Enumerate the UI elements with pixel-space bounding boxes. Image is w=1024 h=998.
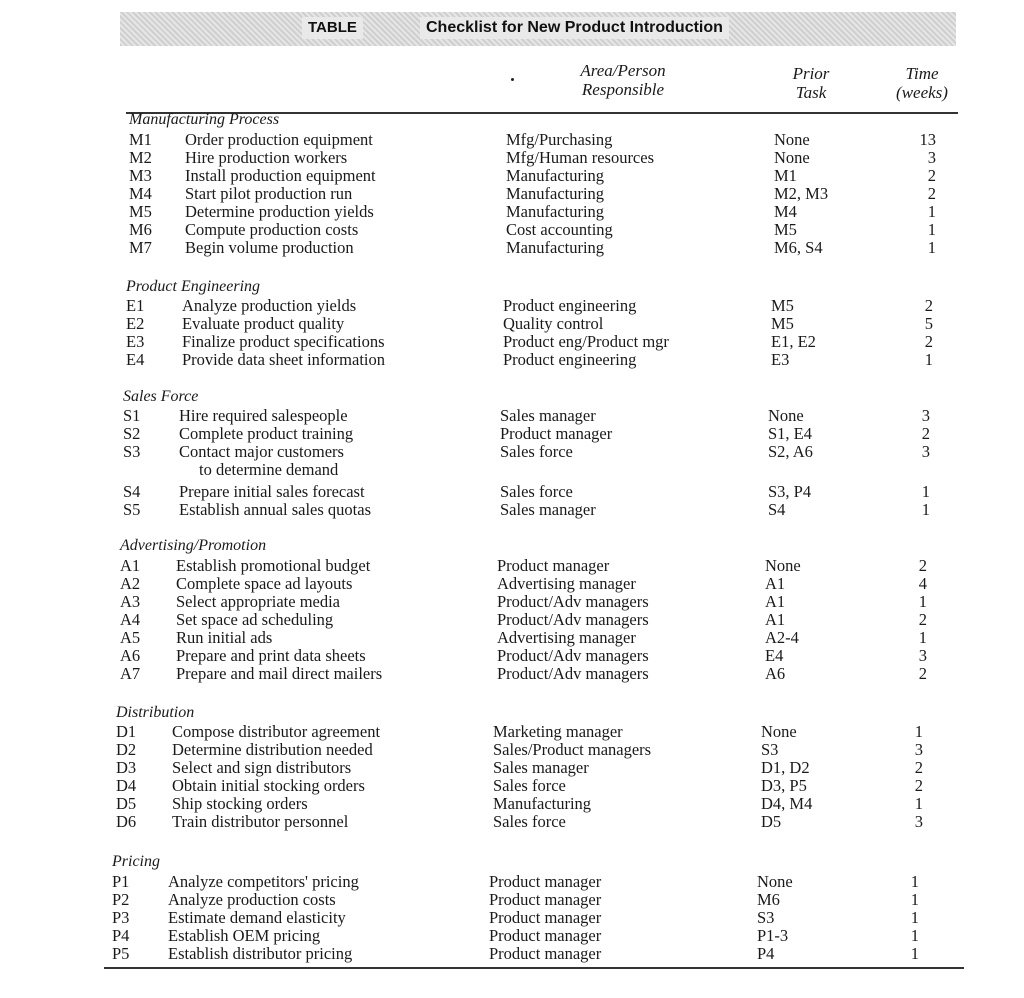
table-row xyxy=(116,777,956,795)
table-title: Checklist for New Product Introduction xyxy=(420,17,729,39)
prior-task: M5 xyxy=(771,314,794,333)
task-code: E1 xyxy=(126,296,145,315)
time-weeks: 3 xyxy=(921,442,930,461)
prior-task: S3 xyxy=(761,740,779,759)
task-description: Estimate demand elasticity xyxy=(168,908,346,927)
time-weeks: 3 xyxy=(921,406,930,425)
time-weeks: 1 xyxy=(910,926,919,945)
prior-task: S4 xyxy=(768,500,786,519)
time-weeks: 2 xyxy=(924,332,933,351)
time-weeks: 2 xyxy=(914,758,923,777)
area-responsible: Advertising manager xyxy=(497,574,636,593)
prior-task: E1, E2 xyxy=(771,332,816,351)
prior-task: A6 xyxy=(765,664,786,683)
area-responsible: Sales manager xyxy=(500,406,596,425)
prior-task: M4 xyxy=(774,202,797,221)
task-code: M3 xyxy=(129,166,152,185)
task-code: A7 xyxy=(120,664,141,683)
prior-task: M2, M3 xyxy=(774,184,829,203)
task-code: A1 xyxy=(120,556,141,575)
prior-task: None xyxy=(757,872,793,891)
area-responsible: Cost accounting xyxy=(506,220,613,239)
column-header-area: Area/Person Responsible xyxy=(580,61,666,99)
table-row xyxy=(112,873,952,891)
table-row xyxy=(120,665,960,683)
prior-task: P4 xyxy=(757,944,775,963)
task-code: A2 xyxy=(120,574,141,593)
area-responsible: Sales manager xyxy=(493,758,589,777)
area-responsible: Product engineering xyxy=(503,350,637,369)
task-description: Set space ad scheduling xyxy=(176,610,334,629)
area-responsible: Sales force xyxy=(493,776,566,795)
area-responsible: Product engineering xyxy=(503,296,637,315)
table-row xyxy=(120,611,960,629)
task-description: Analyze competitors' pricing xyxy=(168,872,359,891)
area-responsible: Product manager xyxy=(500,424,613,443)
task-description: Analyze production yields xyxy=(182,296,357,315)
time-weeks: 1 xyxy=(927,238,936,257)
time-weeks: 1 xyxy=(910,872,919,891)
task-description: Install production equipment xyxy=(185,166,376,185)
prior-task: A1 xyxy=(765,610,786,629)
task-code: M6 xyxy=(129,220,152,239)
time-weeks: 2 xyxy=(927,166,936,185)
task-description: Determine distribution needed xyxy=(172,740,373,759)
time-weeks: 4 xyxy=(918,574,927,593)
area-responsible: Product/Adv managers xyxy=(497,646,649,665)
table-row xyxy=(126,297,966,315)
table-row xyxy=(123,483,963,501)
time-weeks: 1 xyxy=(921,500,930,519)
task-code: S3 xyxy=(123,442,141,461)
area-responsible: Sales manager xyxy=(500,500,596,519)
table-row xyxy=(112,891,952,909)
task-description: Start pilot production run xyxy=(185,184,353,203)
task-code: P1 xyxy=(112,872,130,891)
table-row xyxy=(116,795,956,813)
area-responsible: Sales force xyxy=(500,442,573,461)
time-weeks: 13 xyxy=(919,130,936,149)
table-row xyxy=(112,927,952,945)
time-weeks: 1 xyxy=(924,350,933,369)
table-row xyxy=(120,647,960,665)
table-row xyxy=(129,131,969,149)
time-weeks: 1 xyxy=(918,628,927,647)
prior-task: M1 xyxy=(774,166,797,185)
area-responsible: Product manager xyxy=(489,872,602,891)
table-label: TABLE xyxy=(302,17,363,39)
time-weeks: 2 xyxy=(918,556,927,575)
prior-task: S3, P4 xyxy=(768,482,812,501)
prior-task: D3, P5 xyxy=(761,776,807,795)
section-title: Pricing xyxy=(112,853,160,870)
time-weeks: 3 xyxy=(918,646,927,665)
table-row xyxy=(116,813,956,831)
task-code: D1 xyxy=(116,722,137,741)
section-title: Manufacturing Process xyxy=(129,111,280,128)
task-code: S4 xyxy=(123,482,141,501)
prior-task: M6, S4 xyxy=(774,238,823,257)
time-weeks: 2 xyxy=(914,776,923,795)
task-description: Select appropriate media xyxy=(176,592,341,611)
time-weeks: 1 xyxy=(921,482,930,501)
task-description: Ship stocking orders xyxy=(172,794,308,813)
task-description: Prepare and print data sheets xyxy=(176,646,366,665)
task-code: D6 xyxy=(116,812,137,831)
prior-task: P1-3 xyxy=(757,926,789,945)
task-description: Select and sign distributors xyxy=(172,758,352,777)
bottom-rule xyxy=(104,967,964,969)
section-title: Product Engineering xyxy=(126,278,261,295)
area-responsible: Product manager xyxy=(489,908,602,927)
prior-task: None xyxy=(774,148,810,167)
section-title: Sales Force xyxy=(123,388,199,405)
table-row xyxy=(112,909,952,927)
prior-task: S3 xyxy=(757,908,775,927)
task-description: Determine production yields xyxy=(185,202,374,221)
task-description: Prepare and mail direct mailers xyxy=(176,664,383,683)
area-responsible: Mfg/Human resources xyxy=(506,148,655,167)
task-code: P5 xyxy=(112,944,130,963)
time-weeks: 1 xyxy=(914,722,923,741)
prior-task: E3 xyxy=(771,350,790,369)
time-weeks: 2 xyxy=(918,610,927,629)
task-code: A3 xyxy=(120,592,141,611)
table-row xyxy=(123,407,963,425)
task-code: S1 xyxy=(123,406,141,425)
task-code: A5 xyxy=(120,628,141,647)
area-responsible: Product manager xyxy=(489,926,602,945)
area-responsible: Sales/Product managers xyxy=(493,740,652,759)
task-code: A4 xyxy=(120,610,141,629)
table-row xyxy=(120,629,960,647)
time-weeks: 2 xyxy=(918,664,927,683)
area-responsible: Product eng/Product mgr xyxy=(503,332,669,351)
time-weeks: 2 xyxy=(924,296,933,315)
task-description: Hire required salespeople xyxy=(179,406,348,425)
prior-task: None xyxy=(774,130,810,149)
prior-task: D5 xyxy=(761,812,782,831)
area-responsible: Advertising manager xyxy=(497,628,636,647)
area-responsible: Product manager xyxy=(489,944,602,963)
prior-task: M5 xyxy=(771,296,794,315)
time-weeks: 1 xyxy=(910,944,919,963)
area-responsible: Manufacturing xyxy=(506,184,605,203)
time-weeks: 2 xyxy=(921,424,930,443)
task-description: Establish annual sales quotas xyxy=(179,500,372,519)
task-code: P2 xyxy=(112,890,130,909)
prior-task: E4 xyxy=(765,646,784,665)
task-description: Run initial ads xyxy=(176,628,273,647)
task-code: D5 xyxy=(116,794,137,813)
task-code: P4 xyxy=(112,926,130,945)
table-row xyxy=(123,461,963,479)
time-weeks: 1 xyxy=(914,794,923,813)
area-responsible: Manufacturing xyxy=(506,166,605,185)
task-code: M7 xyxy=(129,238,152,257)
task-description: Establish OEM pricing xyxy=(168,926,321,945)
time-weeks: 3 xyxy=(914,740,923,759)
table-row xyxy=(129,185,969,203)
table-row xyxy=(129,221,969,239)
task-description: Prepare initial sales forecast xyxy=(179,482,365,501)
task-description: Contact major customers xyxy=(179,442,344,461)
prior-task: None xyxy=(765,556,801,575)
table-row xyxy=(116,741,956,759)
table-row xyxy=(126,333,966,351)
task-description: Finalize product specifications xyxy=(182,332,385,351)
time-weeks: 1 xyxy=(927,202,936,221)
column-header-time: Time (weeks) xyxy=(896,64,948,102)
task-code: D2 xyxy=(116,740,137,759)
table-row xyxy=(123,425,963,443)
table-row xyxy=(123,443,963,461)
task-description: Compose distributor agreement xyxy=(172,722,381,741)
area-responsible: Product/Adv managers xyxy=(497,610,649,629)
table-row xyxy=(129,203,969,221)
prior-task: None xyxy=(768,406,804,425)
task-code: M4 xyxy=(129,184,152,203)
task-code: P3 xyxy=(112,908,130,927)
prior-task: None xyxy=(761,722,797,741)
time-weeks: 3 xyxy=(927,148,936,167)
task-description: Train distributor personnel xyxy=(172,812,349,831)
table-row xyxy=(129,149,969,167)
stray-mark xyxy=(511,78,514,81)
task-description: Order production equipment xyxy=(185,130,373,149)
area-responsible: Sales force xyxy=(493,812,566,831)
prior-task: A2-4 xyxy=(765,628,799,647)
task-code: E2 xyxy=(126,314,145,333)
time-weeks: 2 xyxy=(927,184,936,203)
area-responsible: Manufacturing xyxy=(506,238,605,257)
task-description: Analyze production costs xyxy=(168,890,336,909)
task-code: E3 xyxy=(126,332,145,351)
task-code: E4 xyxy=(126,350,145,369)
prior-task: S1, E4 xyxy=(768,424,813,443)
table-row xyxy=(129,239,969,257)
area-responsible: Sales force xyxy=(500,482,573,501)
time-weeks: 5 xyxy=(924,314,933,333)
task-description: Evaluate product quality xyxy=(182,314,345,333)
table-row xyxy=(120,593,960,611)
area-responsible: Marketing manager xyxy=(493,722,623,741)
time-weeks: 1 xyxy=(927,220,936,239)
task-description: Establish promotional budget xyxy=(176,556,371,575)
area-responsible: Product/Adv managers xyxy=(497,664,649,683)
time-weeks: 1 xyxy=(910,908,919,927)
prior-task: A1 xyxy=(765,574,786,593)
prior-task: M5 xyxy=(774,220,797,239)
area-responsible: Product manager xyxy=(489,890,602,909)
task-code: S2 xyxy=(123,424,141,443)
area-responsible: Manufacturing xyxy=(506,202,605,221)
table-row xyxy=(120,575,960,593)
task-code: S5 xyxy=(123,500,141,519)
prior-task: D4, M4 xyxy=(761,794,813,813)
task-description: Begin volume production xyxy=(185,238,354,257)
table-row xyxy=(126,351,966,369)
section-title: Advertising/Promotion xyxy=(120,537,267,554)
prior-task: S2, A6 xyxy=(768,442,813,461)
area-responsible: Mfg/Purchasing xyxy=(506,130,613,149)
task-description: Provide data sheet information xyxy=(182,350,385,369)
task-description: Obtain initial stocking orders xyxy=(172,776,365,795)
table-row xyxy=(129,167,969,185)
column-header-prior-task: Prior Task xyxy=(792,64,830,102)
area-responsible: Product manager xyxy=(497,556,610,575)
area-responsible: Quality control xyxy=(503,314,604,333)
task-description: Complete product training xyxy=(179,424,354,443)
task-code: M5 xyxy=(129,202,152,221)
prior-task: A1 xyxy=(765,592,786,611)
table-row xyxy=(126,315,966,333)
task-description: Establish distributor pricing xyxy=(168,944,353,963)
task-code: M2 xyxy=(129,148,152,167)
task-description: to determine demand xyxy=(199,460,339,479)
time-weeks: 1 xyxy=(910,890,919,909)
task-description: Complete space ad layouts xyxy=(176,574,353,593)
table-row xyxy=(116,723,956,741)
prior-task: M6 xyxy=(757,890,780,909)
task-code: M1 xyxy=(129,130,152,149)
time-weeks: 1 xyxy=(918,592,927,611)
task-description: Compute production costs xyxy=(185,220,359,239)
table-row xyxy=(112,945,952,963)
task-code: A6 xyxy=(120,646,141,665)
table-row xyxy=(116,759,956,777)
table-row xyxy=(123,501,963,519)
task-code: D4 xyxy=(116,776,137,795)
prior-task: D1, D2 xyxy=(761,758,810,777)
task-description: Hire production workers xyxy=(185,148,348,167)
area-responsible: Manufacturing xyxy=(493,794,592,813)
table-row xyxy=(120,557,960,575)
task-code: D3 xyxy=(116,758,137,777)
section-title: Distribution xyxy=(116,704,195,721)
time-weeks: 3 xyxy=(914,812,923,831)
area-responsible: Product/Adv managers xyxy=(497,592,649,611)
